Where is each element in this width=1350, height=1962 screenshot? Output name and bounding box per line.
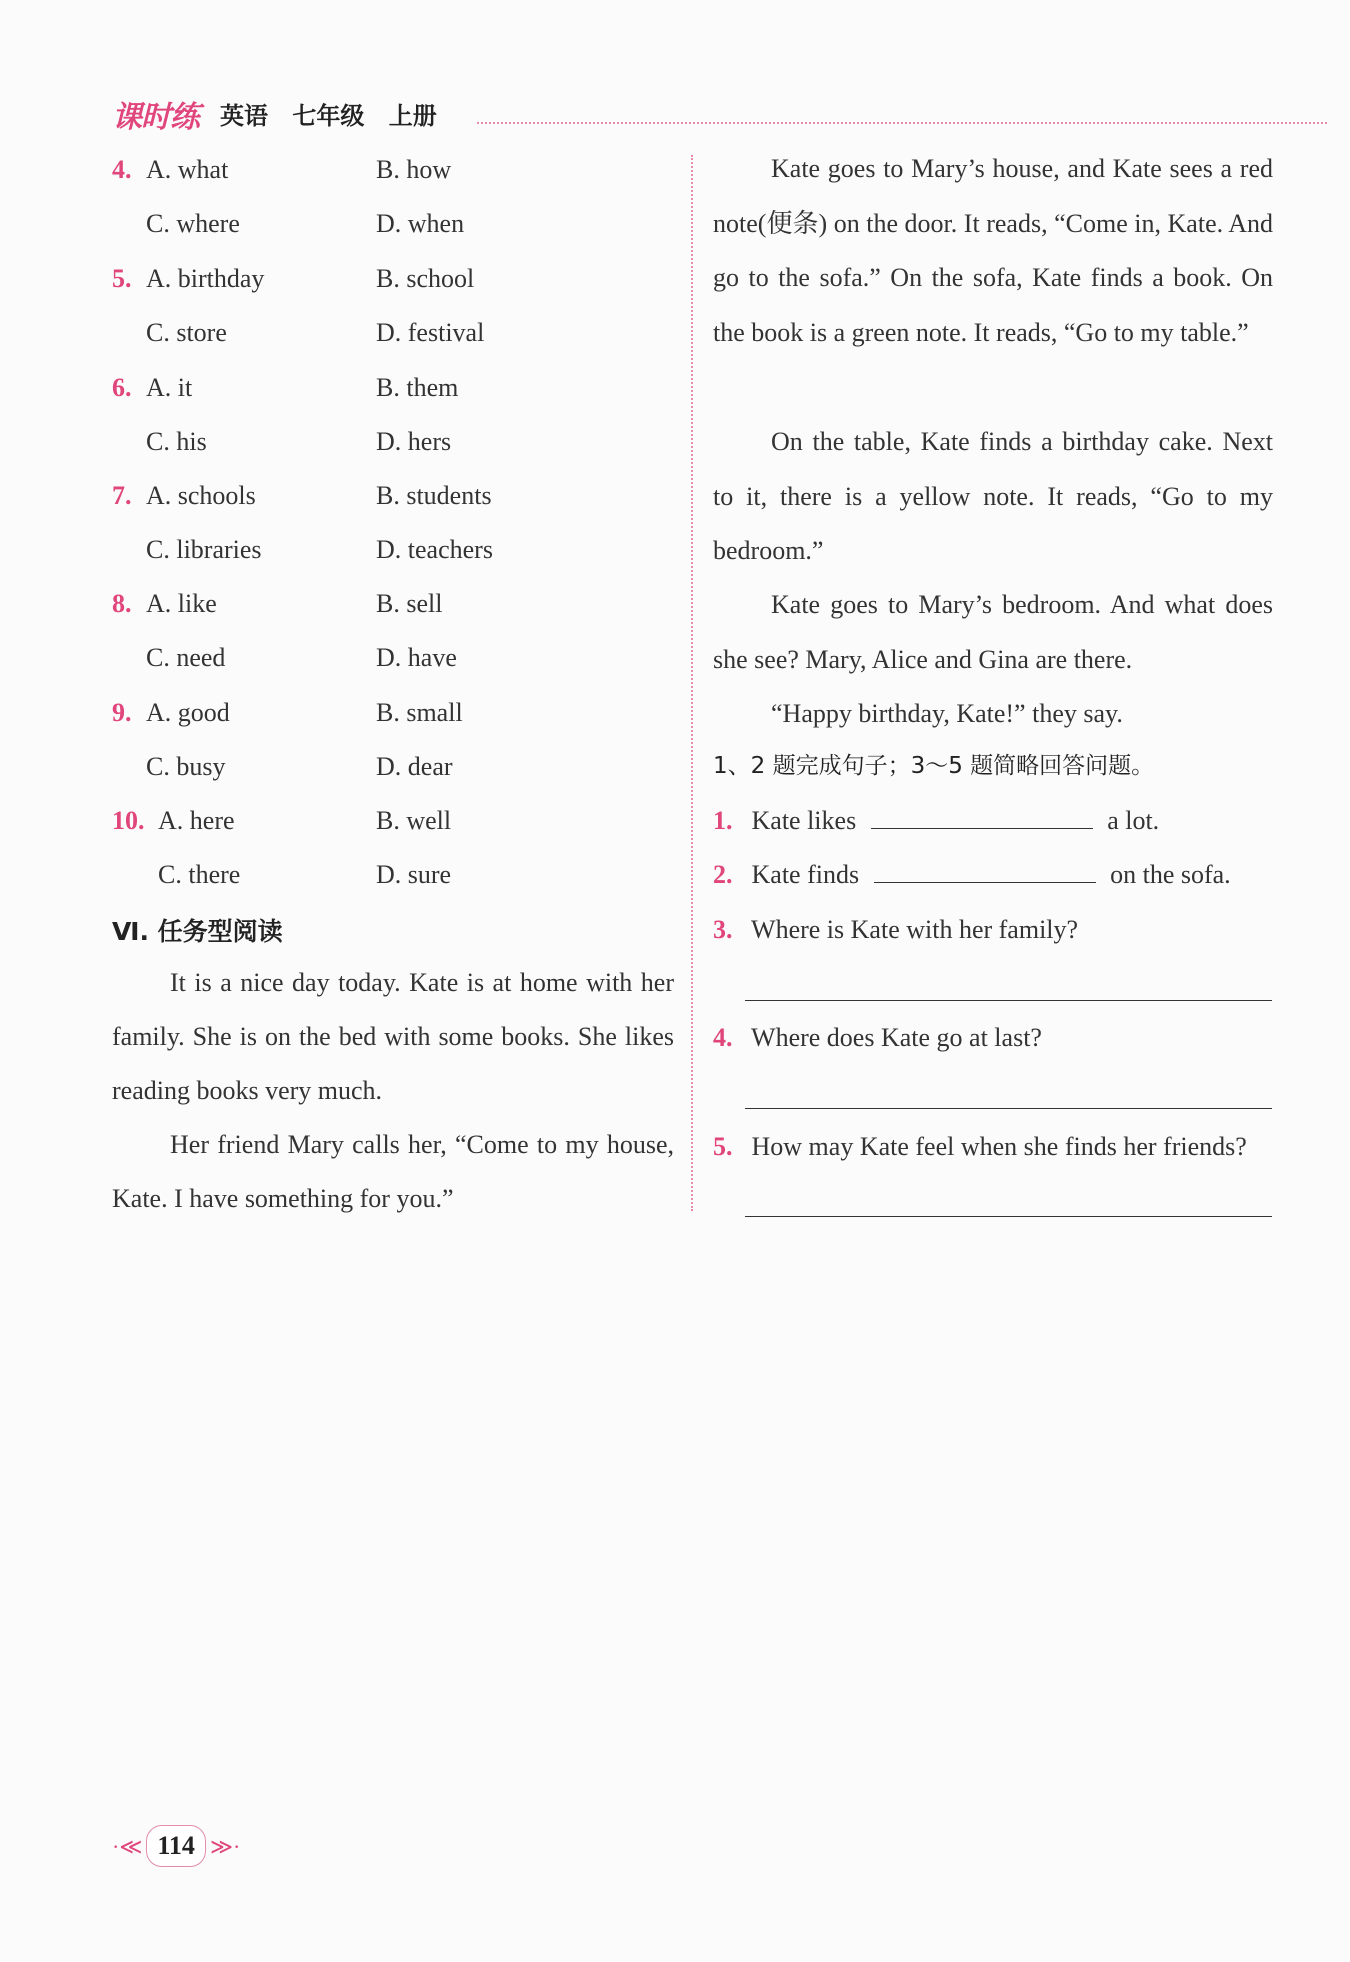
passage-paragraph: [713, 415, 1273, 579]
option-row: [112, 855, 672, 895]
question-number: 4.: [112, 155, 132, 184]
option-a: A. here: [158, 806, 235, 835]
question-text: How may Kate feel when she finds her friends?: [751, 1132, 1247, 1161]
answer-blank[interactable]: [871, 802, 1093, 829]
option-b: B. small: [376, 698, 463, 727]
header-subject: 英语: [220, 102, 268, 130]
task-instruction: 1、2 题完成句子；3～5 题简略回答问题。: [713, 753, 1155, 779]
option-row: [112, 747, 672, 787]
option-a: A. like: [146, 589, 217, 618]
option-row: [112, 368, 672, 408]
passage-paragraph: [713, 142, 1273, 360]
question-4: [713, 1018, 1042, 1058]
option-b: B. how: [376, 155, 452, 184]
option-b: B. sell: [376, 589, 443, 618]
option-c: C. need: [146, 643, 226, 672]
option-d: D. have: [376, 643, 457, 672]
question-number: 5.: [112, 264, 132, 293]
option-row: [112, 476, 672, 516]
option-b: B. students: [376, 481, 492, 510]
option-row: [112, 204, 672, 244]
paragraph-text: It is a nice day today. Kate is at home with her family. She is on the bed with some books. She likes reading books very much.: [112, 968, 674, 1105]
question-text-after: on the sofa.: [1110, 860, 1231, 889]
section-title: Ⅵ. 任务型阅读: [112, 917, 283, 946]
option-a: A. what: [146, 155, 229, 184]
option-row: [112, 801, 672, 841]
answer-line[interactable]: [745, 1216, 1272, 1217]
question-text-before: Kate likes: [751, 806, 857, 835]
option-c: C. where: [146, 209, 240, 238]
brand-logo: 课时练: [112, 100, 199, 135]
passage-paragraph: [713, 687, 1273, 742]
question-number: 10.: [112, 806, 145, 835]
column-divider: [691, 155, 693, 1211]
option-a: A. it: [146, 373, 193, 402]
question-text-before: Kate finds: [751, 860, 860, 889]
paragraph-text: On the table, Kate finds a birthday cake. Next to it, there is a yellow note. It reads, “Go to my bedroom.”: [713, 427, 1273, 565]
passage-paragraph: [112, 956, 674, 1118]
question-1: [713, 801, 1159, 841]
option-d: D. hers: [376, 427, 452, 456]
option-row: [112, 259, 672, 299]
question-text: Where is Kate with her family?: [751, 915, 1079, 944]
passage-paragraph: [112, 1118, 674, 1226]
question-number: 4.: [713, 1023, 733, 1052]
option-d: D. sure: [376, 860, 452, 889]
page-header: [112, 92, 1327, 135]
footer-right-ornament: ≫·: [209, 1834, 241, 1859]
option-b: B. them: [376, 373, 459, 402]
option-c: C. libraries: [146, 535, 262, 564]
question-number: 8.: [112, 589, 132, 618]
answer-line[interactable]: [745, 1000, 1272, 1001]
answer-blank[interactable]: [874, 856, 1096, 883]
option-a: A. schools: [146, 481, 256, 510]
question-number: 6.: [112, 373, 132, 402]
question-number: 3.: [713, 915, 733, 944]
option-row: [112, 638, 672, 678]
option-b: B. well: [376, 806, 452, 835]
paragraph-text: Kate goes to Mary’s house, and Kate sees a red note(便条) on the door. It reads, “Come in, Kate. And go to the sofa.” On the sofa, Kate finds a book. On the book is a green note. It reads, “Go to my table.”: [713, 154, 1273, 347]
option-c: C. store: [146, 318, 227, 347]
option-row: [112, 313, 672, 353]
paragraph-text: Her friend Mary calls her, “Come to my house, Kate. I have something for you.”: [112, 1130, 674, 1213]
question-number: 9.: [112, 698, 132, 727]
header-grade: 七年级: [292, 102, 365, 130]
option-row: [112, 693, 672, 733]
passage-paragraph: [713, 578, 1273, 687]
question-text: Where does Kate go at last?: [751, 1023, 1042, 1052]
header-dotted-line: [477, 122, 1327, 124]
paragraph-text: Kate goes to Mary’s bedroom. And what does she see? Mary, Alice and Gina are there.: [713, 590, 1273, 674]
option-row: [112, 150, 672, 190]
page-footer: [112, 1825, 240, 1865]
option-a: A. good: [146, 698, 230, 727]
question-3: [713, 910, 1078, 950]
question-2: [713, 855, 1231, 895]
question-number: 2.: [713, 860, 733, 889]
question-text-after: a lot.: [1107, 806, 1160, 835]
paragraph-text: “Happy birthday, Kate!” they say.: [771, 699, 1123, 728]
option-c: C. busy: [146, 752, 226, 781]
footer-left-ornament: ·≪: [112, 1834, 143, 1859]
question-5: [713, 1127, 1247, 1167]
option-b: B. school: [376, 264, 475, 293]
option-d: D. teachers: [376, 535, 493, 564]
header-volume: 上册: [388, 102, 437, 130]
option-c: C. his: [146, 427, 207, 456]
answer-line[interactable]: [745, 1108, 1272, 1109]
option-row: [112, 584, 672, 624]
page-number: 114: [146, 1825, 206, 1867]
question-number: 5.: [713, 1132, 733, 1161]
option-d: D. festival: [376, 318, 485, 347]
option-d: D. when: [376, 209, 465, 238]
option-a: A. birthday: [146, 264, 265, 293]
option-c: C. there: [158, 860, 241, 889]
option-d: D. dear: [376, 752, 453, 781]
header-info: [220, 96, 437, 131]
question-number: 1.: [713, 806, 733, 835]
option-row: [112, 530, 672, 570]
question-number: 7.: [112, 481, 132, 510]
option-row: [112, 422, 672, 462]
